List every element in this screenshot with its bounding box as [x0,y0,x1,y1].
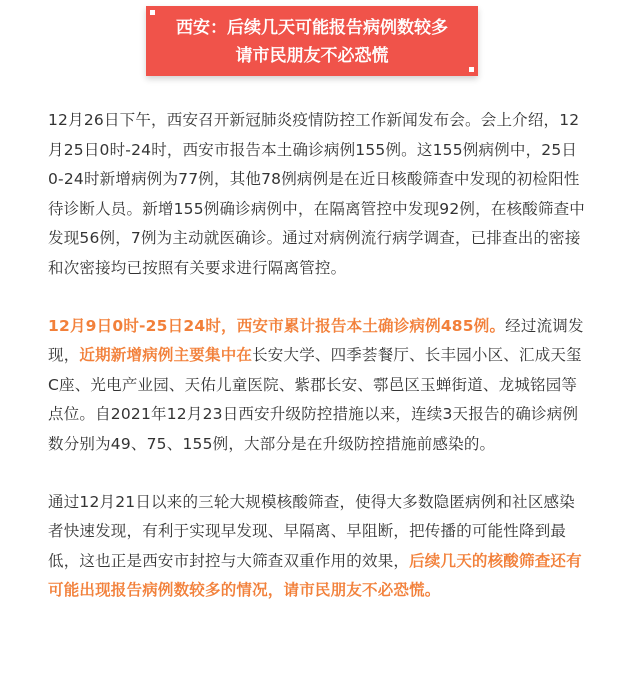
headline-line-1: 西安：后续几天可能报告病例数较多 [176,18,448,38]
article-body [48,106,588,634]
paragraph-1 [48,106,588,284]
paragraph-2-highlight-total: 12月9日0时-25日24时，西安市累计报告本土确诊病例485例。 [48,316,506,335]
paragraph-3-highlight: 后续几天的核酸筛查还有可能出现报告病例数较多的情况，请市民朋友不必恐慌。 [48,551,582,600]
paragraph-2-text-a: 经过流调发现， [48,316,584,365]
paragraph-2 [48,312,588,460]
paragraph-1-text: 12月26日下午，西安召开新冠肺炎疫情防控工作新闻发布会。会上介绍，12月25日0时-24时，西安市报告本土确诊病例155例。这155例病例中，25日0-24时新增病例为77例，其他78例病例是在近日核酸筛查中发现的初检阳性待诊断人员。新增155例确诊病例中，在隔离管控中发现92例，在核酸筛查中发现56例，7例为主动就医确诊。通过对病例流行病学调查，已排查出的密接和次密接均已按照有关要求进行隔离管控。 [48,111,586,277]
banner-corner-mark [469,67,474,72]
paragraph-3 [48,488,588,606]
banner-corner-mark [150,10,155,15]
paragraph-2-text-b: 长安大学、四季荟餐厅、长丰园小区、汇成天玺C座、光电产业园、天佑儿童医院、紫郡长安、鄠邑区玉蝉街道、龙城铭园等点位。自2021年12月23日西安升级防控措施以来，连续3天报告的确诊病例数分别为49、75、155例，大部分是在升级防控措施前感染的。 [48,346,582,453]
paragraph-3-text: 通过12月21日以来的三轮大规模核酸筛查，使得大多数隐匿病例和社区感染者快速发现，有利于实现早发现、早隔离、早阻断，把传播的可能性降到最低，这也正是西安市封控与大筛查双重作用的效果， [48,492,575,570]
headline-line-2: 请市民朋友不必恐慌 [235,46,389,66]
paragraph-2-highlight-locations: 近期新增病例主要集中在 [79,346,253,365]
headline-banner [146,6,478,76]
